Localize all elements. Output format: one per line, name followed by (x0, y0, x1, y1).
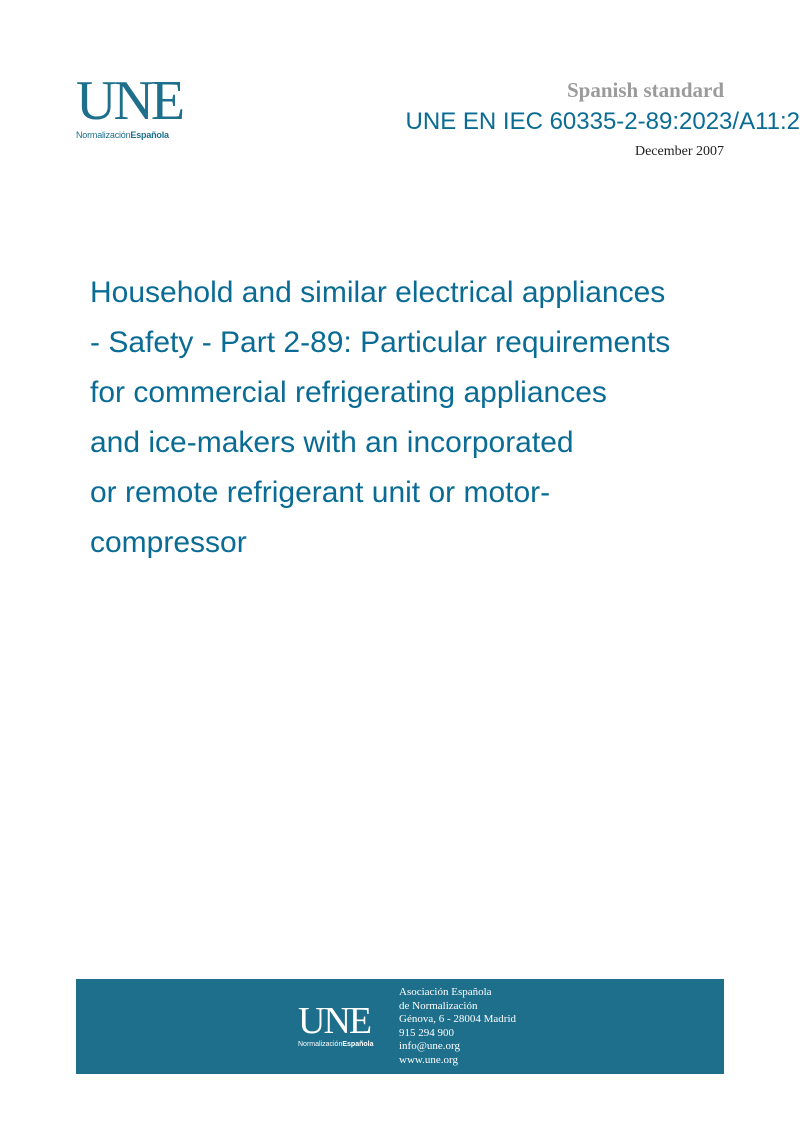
logo-wordmark: UNE (76, 70, 183, 132)
publication-date: December 2007 (634, 144, 724, 159)
footer-logo-subtitle-normal: Normalización (298, 1041, 343, 1048)
footer-logo-subtitle-bold: Española (342, 1041, 374, 1048)
logo-subtitle-normal: Normalización (76, 130, 131, 140)
title-line: and ice-makers with an incorporated (90, 426, 574, 459)
document-title (90, 268, 750, 568)
footer-logo-subtitle (298, 1041, 373, 1048)
footer-org-name-2: de Normalización (399, 999, 478, 1012)
footer-email: info@une.org (399, 1040, 460, 1053)
title-line: Household and similar electrical appliances (90, 276, 666, 309)
standard-code: UNE EN IEC 60335-2-89:2023/A11:2 (405, 108, 800, 135)
logo-subtitle-bold: Española (130, 130, 169, 140)
footer-logo-wordmark: UNE (298, 1000, 371, 1042)
footer-phone: 915 294 900 (399, 1026, 454, 1039)
footer-une-logo (298, 1000, 374, 1048)
title-line: compressor (90, 526, 247, 559)
footer-org-name: Asociación Española (399, 986, 492, 998)
title-line: - Safety - Part 2-89: Particular requirements (90, 326, 671, 359)
footer-banner (76, 979, 724, 1074)
title-line: for commercial refrigerating appliances (90, 376, 607, 409)
footer-website: www.une.org (399, 1053, 458, 1066)
standard-kind: Spanish standard (567, 78, 724, 102)
footer-contact (399, 986, 516, 1068)
title-line: or remote refrigerant unit or motor- (90, 476, 551, 509)
une-logo (76, 70, 196, 142)
footer-address: Génova, 6 - 28004 Madrid (399, 1013, 517, 1026)
